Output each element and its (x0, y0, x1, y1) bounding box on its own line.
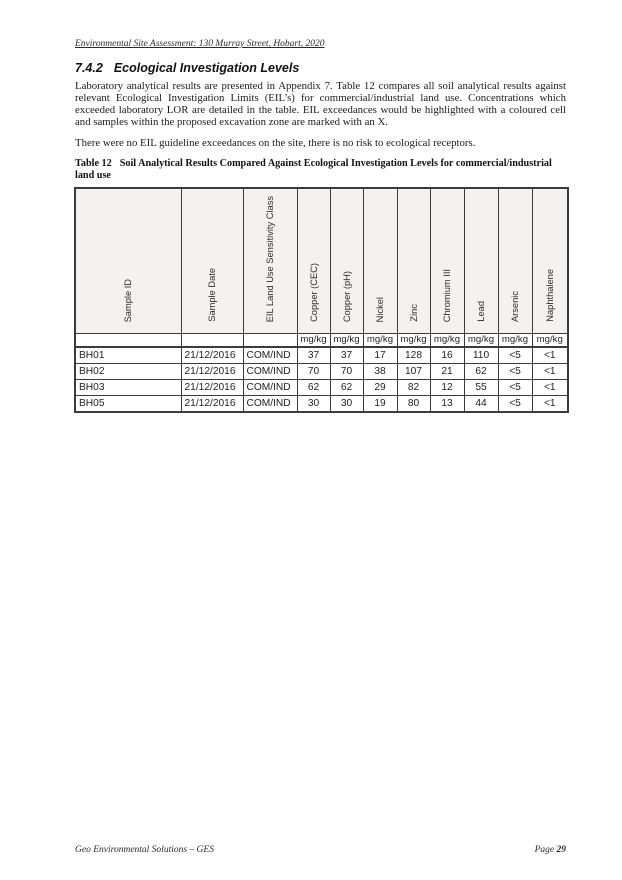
column-header-label: Copper (pH) (341, 270, 352, 322)
footer-page (535, 845, 566, 856)
running-header (75, 39, 566, 50)
column-header (181, 188, 243, 334)
sample-id-cell: BH02 (75, 364, 181, 380)
table-cell: 38 (363, 364, 397, 380)
column-header (464, 188, 498, 334)
table-cell: COM/IND (243, 347, 297, 364)
sample-id-cell: BH01 (75, 347, 181, 364)
footer-company: Geo Environmental Solutions – GES (75, 845, 214, 855)
table-cell: <5 (498, 347, 532, 364)
table-cell: 62 (464, 364, 498, 380)
units-cell: mg/kg (363, 334, 397, 348)
units-cell: mg/kg (532, 334, 568, 348)
table-cell: 30 (330, 396, 363, 413)
section-number: 7.4.2 (75, 61, 103, 75)
table-caption-label: Table 12 (75, 158, 112, 169)
section-title: Ecological Investigation Levels (113, 61, 300, 75)
units-cell (181, 334, 243, 348)
table-cell: 55 (464, 380, 498, 396)
table-cell: 13 (430, 396, 464, 413)
table-caption (75, 158, 566, 182)
table-cell: 62 (297, 380, 330, 396)
units-cell: mg/kg (430, 334, 464, 348)
column-header (75, 188, 181, 334)
table-cell: <1 (532, 396, 568, 413)
table-cell: <5 (498, 364, 532, 380)
table-row (75, 380, 568, 396)
table-header-row (75, 188, 568, 334)
column-header-label: Lead (476, 301, 486, 322)
table-cell: 37 (297, 347, 330, 364)
column-header-label: EIL Land Use Sensitivity Class (265, 195, 275, 322)
sample-id-cell: BH03 (75, 380, 181, 396)
table-cell: 21 (430, 364, 464, 380)
table-cell: 30 (297, 396, 330, 413)
units-cell: mg/kg (498, 334, 532, 348)
table-cell: 17 (363, 347, 397, 364)
table-cell: 37 (330, 347, 363, 364)
column-header (498, 188, 532, 334)
column-header-label: Chromium III (442, 268, 452, 322)
units-cell (243, 334, 297, 348)
table-cell: 21/12/2016 (181, 380, 243, 396)
column-header-label: Arsenic (510, 290, 520, 322)
paragraph-results: Laboratory analytical results are presented in Appendix 7. Table 12 compares all soil analytical results against relevant Ecological Investigation Limits (EIL’s) for commercial/industrial land use. Concentrations which exceeded laboratory LOR are detailed in the table. EIL exceedances would be highlighted with a coloured cell and samples within the proposed excavation zone are marked with an X. (75, 80, 566, 129)
table-cell: 19 (363, 396, 397, 413)
table-cell: 80 (397, 396, 430, 413)
table-body (75, 347, 568, 412)
column-header (243, 188, 297, 334)
units-cell (75, 334, 181, 348)
table-cell: 21/12/2016 (181, 396, 243, 413)
column-header (363, 188, 397, 334)
units-cell: mg/kg (464, 334, 498, 348)
column-header (397, 188, 430, 334)
footer-page-number: 29 (556, 845, 566, 855)
table-row (75, 396, 568, 413)
column-header-label: Sample Date (207, 268, 217, 322)
column-header (330, 188, 363, 334)
table-cell: 12 (430, 380, 464, 396)
column-header-label: Sample ID (123, 278, 134, 322)
table-cell: 62 (330, 380, 363, 396)
column-header-label: Nickel (375, 296, 385, 322)
table-cell: 44 (464, 396, 498, 413)
table-cell: 110 (464, 347, 498, 364)
column-header-label: Zinc (408, 304, 419, 322)
table-cell: COM/IND (243, 380, 297, 396)
table-cell: 107 (397, 364, 430, 380)
column-header (430, 188, 464, 334)
table-cell: COM/IND (243, 396, 297, 413)
paragraph-conclusion: There were no EIL guideline exceedances on the site, there is no risk to ecological receptors. (75, 137, 476, 149)
table-cell: <5 (498, 396, 532, 413)
table-cell: 82 (397, 380, 430, 396)
table-cell: 29 (363, 380, 397, 396)
sample-id-cell: BH05 (75, 396, 181, 413)
table-caption-text: Soil Analytical Results Compared Against Ecological Investigation Levels for commercial/industrial land use (75, 158, 552, 182)
table-cell: 70 (330, 364, 363, 380)
running-header-text: Environmental Site Assessment: 130 Murray Street, Hobart, 2020 (75, 39, 325, 49)
table-cell: 21/12/2016 (181, 364, 243, 380)
column-header-label: Naphthalene (544, 269, 555, 322)
table-cell: <1 (532, 347, 568, 364)
running-footer (75, 845, 566, 856)
footer-page-label: Page (534, 845, 555, 855)
table-cell: 21/12/2016 (181, 347, 243, 364)
table-cell: <1 (532, 380, 568, 396)
table-cell: 128 (397, 347, 430, 364)
table-units-row (75, 334, 568, 348)
table-cell: <5 (498, 380, 532, 396)
table-row (75, 347, 568, 364)
table-row (75, 364, 568, 380)
units-cell: mg/kg (297, 334, 330, 348)
section-heading (75, 61, 299, 76)
table-cell: 16 (430, 347, 464, 364)
column-header (532, 188, 568, 334)
table-cell: <1 (532, 364, 568, 380)
units-cell: mg/kg (330, 334, 363, 348)
results-table (74, 187, 569, 413)
units-cell: mg/kg (397, 334, 430, 348)
column-header-label: Copper (CEC) (308, 263, 319, 322)
table-head (75, 188, 568, 347)
table-cell: 70 (297, 364, 330, 380)
table-cell: COM/IND (243, 364, 297, 380)
column-header (297, 188, 330, 334)
